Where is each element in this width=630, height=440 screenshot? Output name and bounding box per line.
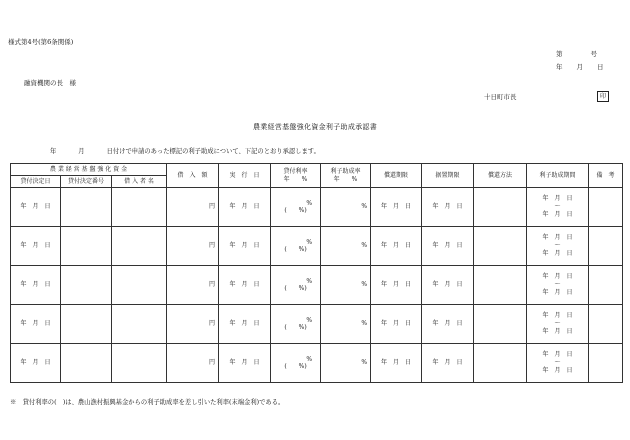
cell-subsidy-period[interactable] bbox=[527, 266, 589, 305]
col-borrower: 借 入 者 名 bbox=[112, 176, 167, 188]
cell-remarks[interactable] bbox=[589, 344, 623, 383]
cell-amount[interactable]: 円 bbox=[167, 188, 219, 227]
period-tilde: 〜 bbox=[554, 358, 561, 366]
period-end: 年 月 日 bbox=[542, 289, 573, 297]
period-end: 年 月 日 bbox=[542, 328, 573, 336]
cell-repay-method[interactable] bbox=[474, 266, 527, 305]
cell-borrower[interactable] bbox=[112, 227, 167, 266]
cell-loan-rate[interactable] bbox=[271, 344, 321, 383]
loan-rate-net: ( %) bbox=[284, 324, 307, 331]
cell-remarks[interactable] bbox=[589, 266, 623, 305]
cell-loan-no[interactable] bbox=[61, 188, 112, 227]
col-loan-rate-unit: 年 % bbox=[283, 175, 308, 183]
col-loan-rate-label: 貸付利率 bbox=[283, 168, 308, 176]
issue-date bbox=[556, 62, 604, 71]
cell-amount[interactable]: 円 bbox=[167, 305, 219, 344]
cell-loan-rate[interactable] bbox=[271, 266, 321, 305]
cell-subsidy-period[interactable] bbox=[527, 227, 589, 266]
cell-grace-term[interactable]: 年 月 日 bbox=[422, 344, 474, 383]
cell-exec-date[interactable]: 年 月 日 bbox=[219, 305, 271, 344]
period-end: 年 月 日 bbox=[542, 367, 573, 375]
cell-remarks[interactable] bbox=[589, 305, 623, 344]
number-label: 第 bbox=[556, 50, 563, 58]
cell-repay-term[interactable]: 年 月 日 bbox=[371, 188, 422, 227]
cell-loan-date[interactable]: 年 月 日 bbox=[11, 344, 61, 383]
cell-loan-date[interactable]: 年 月 日 bbox=[11, 305, 61, 344]
table-row bbox=[11, 305, 623, 344]
cell-exec-date[interactable]: 年 月 日 bbox=[219, 227, 271, 266]
cell-subsidy-rate[interactable]: % bbox=[321, 305, 371, 344]
cell-grace-term[interactable]: 年 月 日 bbox=[422, 227, 474, 266]
intro-text bbox=[50, 146, 320, 155]
loan-rate-pct: % bbox=[306, 355, 313, 363]
cell-subsidy-rate[interactable]: % bbox=[321, 227, 371, 266]
col-repay-method: 償還方法 bbox=[474, 164, 527, 188]
issuer: 十日町市長 bbox=[484, 93, 517, 101]
cell-subsidy-rate[interactable]: % bbox=[321, 188, 371, 227]
cell-remarks[interactable] bbox=[589, 227, 623, 266]
number-suffix: 号 bbox=[590, 50, 597, 58]
cell-repay-term[interactable]: 年 月 日 bbox=[371, 344, 422, 383]
table-row bbox=[11, 188, 623, 227]
col-amount: 借 入 額 bbox=[167, 164, 219, 188]
cell-loan-rate[interactable] bbox=[271, 188, 321, 227]
col-subsidy-rate-unit: 年 % bbox=[333, 175, 358, 183]
addressee: 融資機関の長 様 bbox=[24, 79, 76, 87]
intro-body: 日付けで申請のあった標記の利子助成について、下記のとおり承認します。 bbox=[106, 148, 320, 155]
col-exec-date: 実 行 日 bbox=[219, 164, 271, 188]
loan-rate-pct: % bbox=[306, 316, 313, 324]
cell-subsidy-rate[interactable]: % bbox=[321, 266, 371, 305]
seal-stamp: 印 bbox=[597, 91, 609, 102]
loan-rate-pct: % bbox=[306, 238, 313, 246]
cell-loan-no[interactable] bbox=[61, 266, 112, 305]
col-subsidy-period: 利子助成期間 bbox=[527, 164, 589, 188]
table-row bbox=[11, 266, 623, 305]
cell-exec-date[interactable]: 年 月 日 bbox=[219, 188, 271, 227]
cell-loan-no[interactable] bbox=[61, 344, 112, 383]
group-header: 農 業 経 営 基 盤 強 化 資 金 bbox=[11, 164, 167, 176]
intro-year: 年 bbox=[50, 148, 57, 155]
cell-repay-term[interactable]: 年 月 日 bbox=[371, 266, 422, 305]
issue-date-year: 年 bbox=[556, 63, 563, 71]
cell-repay-method[interactable] bbox=[474, 305, 527, 344]
cell-remarks[interactable] bbox=[589, 188, 623, 227]
cell-amount[interactable]: 円 bbox=[167, 344, 219, 383]
cell-subsidy-rate[interactable]: % bbox=[321, 344, 371, 383]
cell-exec-date[interactable]: 年 月 日 bbox=[219, 344, 271, 383]
cell-grace-term[interactable]: 年 月 日 bbox=[422, 305, 474, 344]
cell-grace-term[interactable]: 年 月 日 bbox=[422, 188, 474, 227]
cell-loan-rate[interactable] bbox=[271, 305, 321, 344]
table-row bbox=[11, 227, 623, 266]
cell-loan-date[interactable]: 年 月 日 bbox=[11, 227, 61, 266]
form-id: 様式第4号(第6条関係) bbox=[8, 38, 74, 46]
period-end: 年 月 日 bbox=[542, 211, 573, 219]
col-subsidy-rate bbox=[321, 164, 371, 188]
col-loan-date: 貸付決定日 bbox=[11, 176, 61, 188]
footnote: ※ 貸付利率の( )は、農山漁村振興基金からの利子助成率を差し引いた利率(末端金利)である。 bbox=[10, 399, 285, 406]
cell-exec-date[interactable]: 年 月 日 bbox=[219, 266, 271, 305]
col-grace-term: 据置期限 bbox=[422, 164, 474, 188]
cell-amount[interactable]: 円 bbox=[167, 227, 219, 266]
col-loan-no: 貸付決定番号 bbox=[61, 176, 112, 188]
cell-loan-date[interactable]: 年 月 日 bbox=[11, 188, 61, 227]
intro-month: 月 bbox=[78, 148, 85, 155]
cell-subsidy-period[interactable] bbox=[527, 188, 589, 227]
period-start: 年 月 日 bbox=[542, 350, 573, 358]
cell-loan-date[interactable]: 年 月 日 bbox=[11, 266, 61, 305]
cell-grace-term[interactable]: 年 月 日 bbox=[422, 266, 474, 305]
cell-repay-term[interactable]: 年 月 日 bbox=[371, 227, 422, 266]
cell-subsidy-period[interactable] bbox=[527, 344, 589, 383]
cell-repay-method[interactable] bbox=[474, 344, 527, 383]
loan-rate-net: ( %) bbox=[284, 246, 307, 253]
period-tilde: 〜 bbox=[554, 280, 561, 288]
issue-date-month: 月 bbox=[576, 63, 583, 71]
col-remarks: 備 考 bbox=[589, 164, 623, 188]
col-repay-term: 償還期限 bbox=[371, 164, 422, 188]
document-title: 農業経営基盤強化資金利子助成承認書 bbox=[252, 123, 378, 131]
issue-number bbox=[556, 49, 597, 58]
period-tilde: 〜 bbox=[554, 319, 561, 327]
subsidy-table bbox=[10, 163, 623, 383]
cell-loan-rate[interactable] bbox=[271, 227, 321, 266]
cell-repay-method[interactable] bbox=[474, 188, 527, 227]
loan-rate-pct: % bbox=[306, 199, 313, 207]
period-end: 年 月 日 bbox=[542, 250, 573, 258]
cell-loan-no[interactable] bbox=[61, 227, 112, 266]
cell-subsidy-period[interactable] bbox=[527, 305, 589, 344]
cell-borrower[interactable] bbox=[112, 188, 167, 227]
loan-rate-net: ( %) bbox=[284, 207, 307, 214]
loan-rate-net: ( %) bbox=[284, 363, 307, 370]
cell-borrower[interactable] bbox=[112, 344, 167, 383]
cell-borrower[interactable] bbox=[112, 305, 167, 344]
period-start: 年 月 日 bbox=[542, 272, 573, 280]
period-tilde: 〜 bbox=[554, 202, 561, 210]
period-start: 年 月 日 bbox=[542, 194, 573, 202]
period-start: 年 月 日 bbox=[542, 233, 573, 241]
loan-rate-pct: % bbox=[306, 277, 313, 285]
cell-loan-no[interactable] bbox=[61, 305, 112, 344]
period-tilde: 〜 bbox=[554, 241, 561, 249]
cell-borrower[interactable] bbox=[112, 266, 167, 305]
table-row bbox=[11, 344, 623, 383]
cell-repay-method[interactable] bbox=[474, 227, 527, 266]
cell-amount[interactable]: 円 bbox=[167, 266, 219, 305]
col-loan-rate bbox=[271, 164, 321, 188]
col-subsidy-rate-label: 利子助成率 bbox=[330, 168, 361, 176]
loan-rate-net: ( %) bbox=[284, 285, 307, 292]
period-start: 年 月 日 bbox=[542, 311, 573, 319]
cell-repay-term[interactable]: 年 月 日 bbox=[371, 305, 422, 344]
issue-date-day: 日 bbox=[597, 63, 604, 71]
